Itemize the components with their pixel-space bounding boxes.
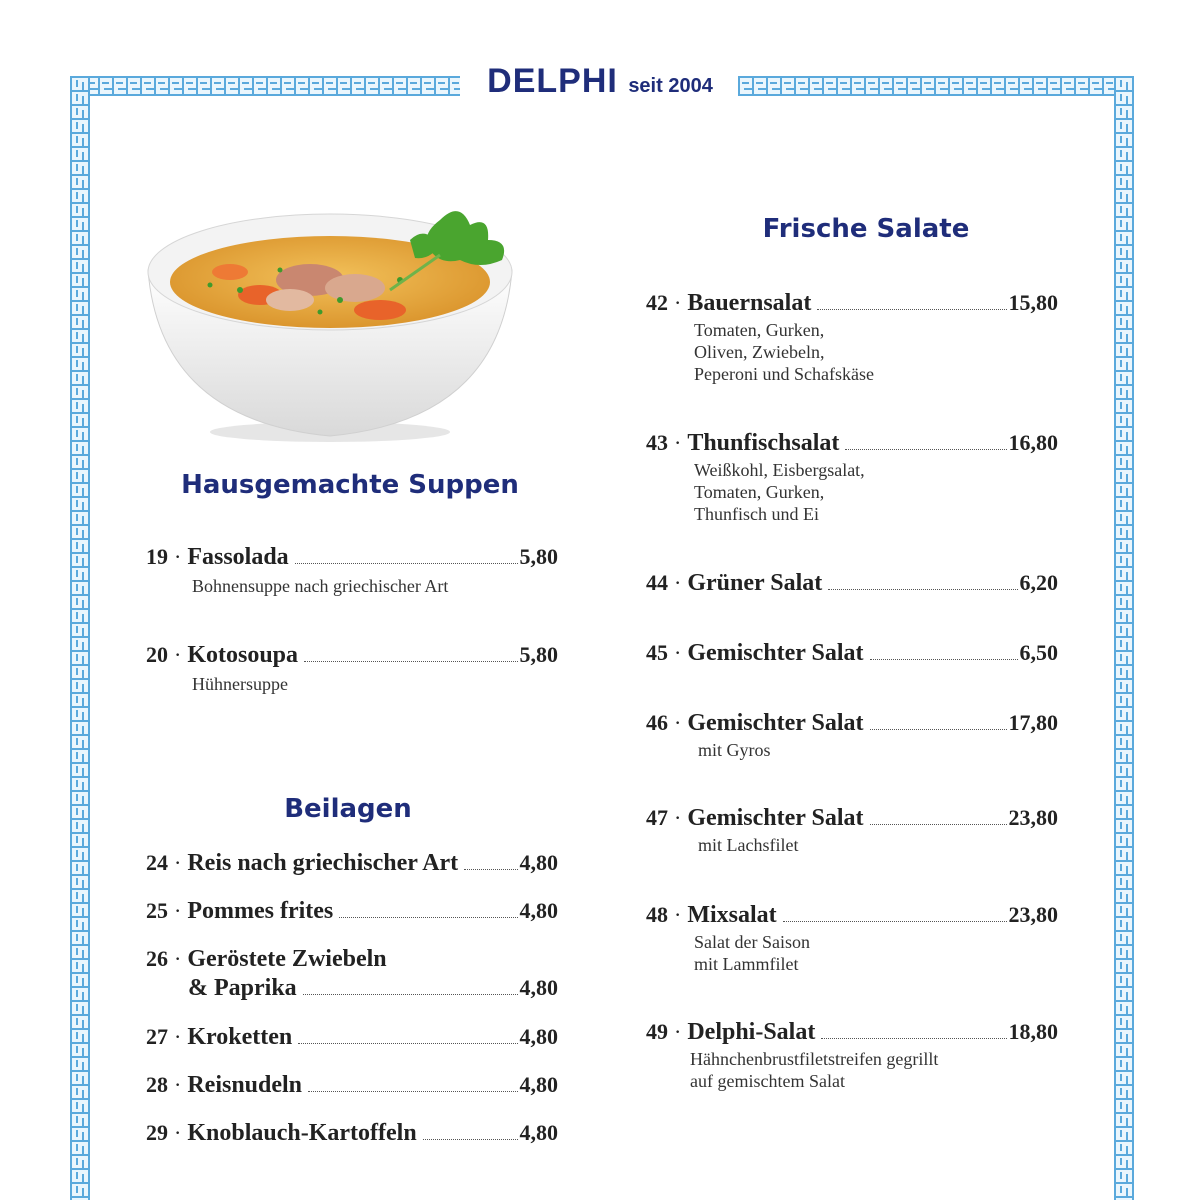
leader-dots xyxy=(339,917,517,918)
leader-dots xyxy=(870,729,1007,730)
item-separator: · xyxy=(174,850,182,875)
item-name: Bauernsalat xyxy=(687,290,812,316)
item-separator: · xyxy=(674,640,682,665)
item-price: 15,80 xyxy=(1008,290,1058,315)
salads-title: Frische Salate xyxy=(762,214,970,244)
menu-item xyxy=(146,1024,558,1051)
item-number: 47 xyxy=(646,805,668,830)
item-separator: · xyxy=(674,710,682,735)
menu-item xyxy=(646,805,1058,856)
item-separator: · xyxy=(174,544,182,569)
item-description: Thunfisch und Ei xyxy=(694,504,819,524)
leader-dots xyxy=(817,309,1006,310)
item-name: Pommes frites xyxy=(187,898,334,924)
menu-item xyxy=(646,570,1058,597)
item-description: mit Gyros xyxy=(698,740,771,760)
item-number: 48 xyxy=(646,902,668,927)
item-price: 18,80 xyxy=(1008,1019,1058,1044)
item-number: 44 xyxy=(646,570,668,595)
menu-item xyxy=(146,642,558,695)
item-number: 24 xyxy=(146,850,168,875)
leader-dots xyxy=(870,659,1018,660)
leader-dots xyxy=(828,589,1017,590)
item-price: 4,80 xyxy=(519,850,558,875)
item-name: Thunfischsalat xyxy=(687,430,840,456)
soup-bowl-image xyxy=(140,200,530,450)
item-price: 4,80 xyxy=(519,1024,558,1049)
page-header xyxy=(470,62,730,101)
item-name: Gemischter Salat xyxy=(687,710,864,736)
item-price: 23,80 xyxy=(1008,902,1058,927)
item-name: Knoblauch-Kartoffeln xyxy=(187,1120,417,1146)
leader-dots xyxy=(295,563,518,564)
item-name: Fassolada xyxy=(187,544,289,570)
item-separator: · xyxy=(674,290,682,315)
item-price: 6,50 xyxy=(1019,640,1058,665)
item-name: Reisnudeln xyxy=(187,1072,303,1098)
item-description: Oliven, Zwiebeln, xyxy=(694,342,825,362)
sides-title: Beilagen xyxy=(284,794,412,824)
item-price: 23,80 xyxy=(1008,805,1058,830)
item-price: 5,80 xyxy=(519,642,558,667)
leader-dots xyxy=(304,661,517,662)
item-name: Kotosoupa xyxy=(187,642,299,668)
menu-item xyxy=(646,710,1058,761)
item-description: Bohnensuppe nach griechischer Art xyxy=(192,576,449,596)
meander-border-right xyxy=(1114,76,1134,1200)
item-description: Tomaten, Gurken, xyxy=(694,482,825,502)
item-name: Gemischter Salat xyxy=(687,640,864,666)
item-description: mit Lammfilet xyxy=(694,954,799,974)
menu-item xyxy=(146,898,558,925)
menu-item xyxy=(646,1019,1058,1092)
item-price: 4,80 xyxy=(519,975,558,1000)
soups-title: Hausgemachte Suppen xyxy=(181,470,519,500)
item-number: 42 xyxy=(646,290,668,315)
brand-name: DELPHI xyxy=(487,62,618,100)
leader-dots xyxy=(303,994,518,995)
item-price: 5,80 xyxy=(519,544,558,569)
item-number: 46 xyxy=(646,710,668,735)
brand-since: seit 2004 xyxy=(628,75,713,97)
item-number: 43 xyxy=(646,430,668,455)
menu-item xyxy=(646,430,1058,525)
item-name: Gemischter Salat xyxy=(687,805,864,831)
item-price: 4,80 xyxy=(519,898,558,923)
item-description: Peperoni und Schafskäse xyxy=(694,364,874,384)
item-number: 19 xyxy=(146,544,168,569)
leader-dots xyxy=(308,1091,517,1092)
menu-item xyxy=(146,850,558,877)
item-number: 28 xyxy=(146,1072,168,1097)
item-separator: · xyxy=(174,946,182,971)
item-number: 49 xyxy=(646,1019,668,1044)
leader-dots xyxy=(821,1038,1006,1039)
item-separator: · xyxy=(674,902,682,927)
item-separator: · xyxy=(674,1019,682,1044)
item-number: 20 xyxy=(146,642,168,667)
leader-dots xyxy=(783,921,1007,922)
item-separator: · xyxy=(674,430,682,455)
item-name: Kroketten xyxy=(187,1024,293,1050)
item-number: 45 xyxy=(646,640,668,665)
item-description: auf gemischtem Salat xyxy=(690,1071,845,1091)
item-separator: · xyxy=(674,570,682,595)
leader-dots xyxy=(464,869,517,870)
item-separator: · xyxy=(674,805,682,830)
meander-border-top-right xyxy=(738,76,1134,96)
item-price: 17,80 xyxy=(1008,710,1058,735)
leader-dots xyxy=(298,1043,517,1044)
item-name-continued: & Paprika xyxy=(188,975,297,1001)
menu-item xyxy=(146,544,558,597)
item-separator: · xyxy=(174,1024,182,1049)
item-number: 26 xyxy=(146,946,168,971)
leader-dots xyxy=(845,449,1006,450)
item-description: Salat der Saison xyxy=(694,932,810,952)
item-separator: · xyxy=(174,642,182,667)
menu-item xyxy=(146,1120,558,1147)
menu-item xyxy=(146,1072,558,1099)
menu-item xyxy=(146,946,558,1002)
item-number: 25 xyxy=(146,898,168,923)
menu-item xyxy=(646,640,1058,667)
item-separator: · xyxy=(174,898,182,923)
leader-dots xyxy=(870,824,1007,825)
menu-item xyxy=(646,902,1058,975)
item-separator: · xyxy=(174,1072,182,1097)
item-number: 27 xyxy=(146,1024,168,1049)
item-name: Reis nach griechischer Art xyxy=(187,850,459,876)
item-description: Hühnersuppe xyxy=(192,674,288,694)
item-number: 29 xyxy=(146,1120,168,1145)
item-name: Mixsalat xyxy=(687,902,777,928)
item-name: Geröstete Zwiebeln xyxy=(187,946,387,972)
item-price: 4,80 xyxy=(519,1072,558,1097)
item-name: Delphi-Salat xyxy=(687,1019,816,1045)
item-name: Grüner Salat xyxy=(687,570,823,596)
item-description: mit Lachsfilet xyxy=(698,835,799,855)
item-price: 6,20 xyxy=(1019,570,1058,595)
meander-border-top-left xyxy=(70,76,460,96)
item-price: 16,80 xyxy=(1008,430,1058,455)
menu-item xyxy=(646,290,1058,385)
item-description: Hähnchenbrustfiletstreifen gegrillt xyxy=(690,1049,939,1069)
item-description: Tomaten, Gurken, xyxy=(694,320,825,340)
item-description: Weißkohl, Eisbergsalat, xyxy=(694,460,865,480)
item-price: 4,80 xyxy=(519,1120,558,1145)
item-separator: · xyxy=(174,1120,182,1145)
leader-dots xyxy=(423,1139,518,1140)
meander-border-left xyxy=(70,76,90,1200)
